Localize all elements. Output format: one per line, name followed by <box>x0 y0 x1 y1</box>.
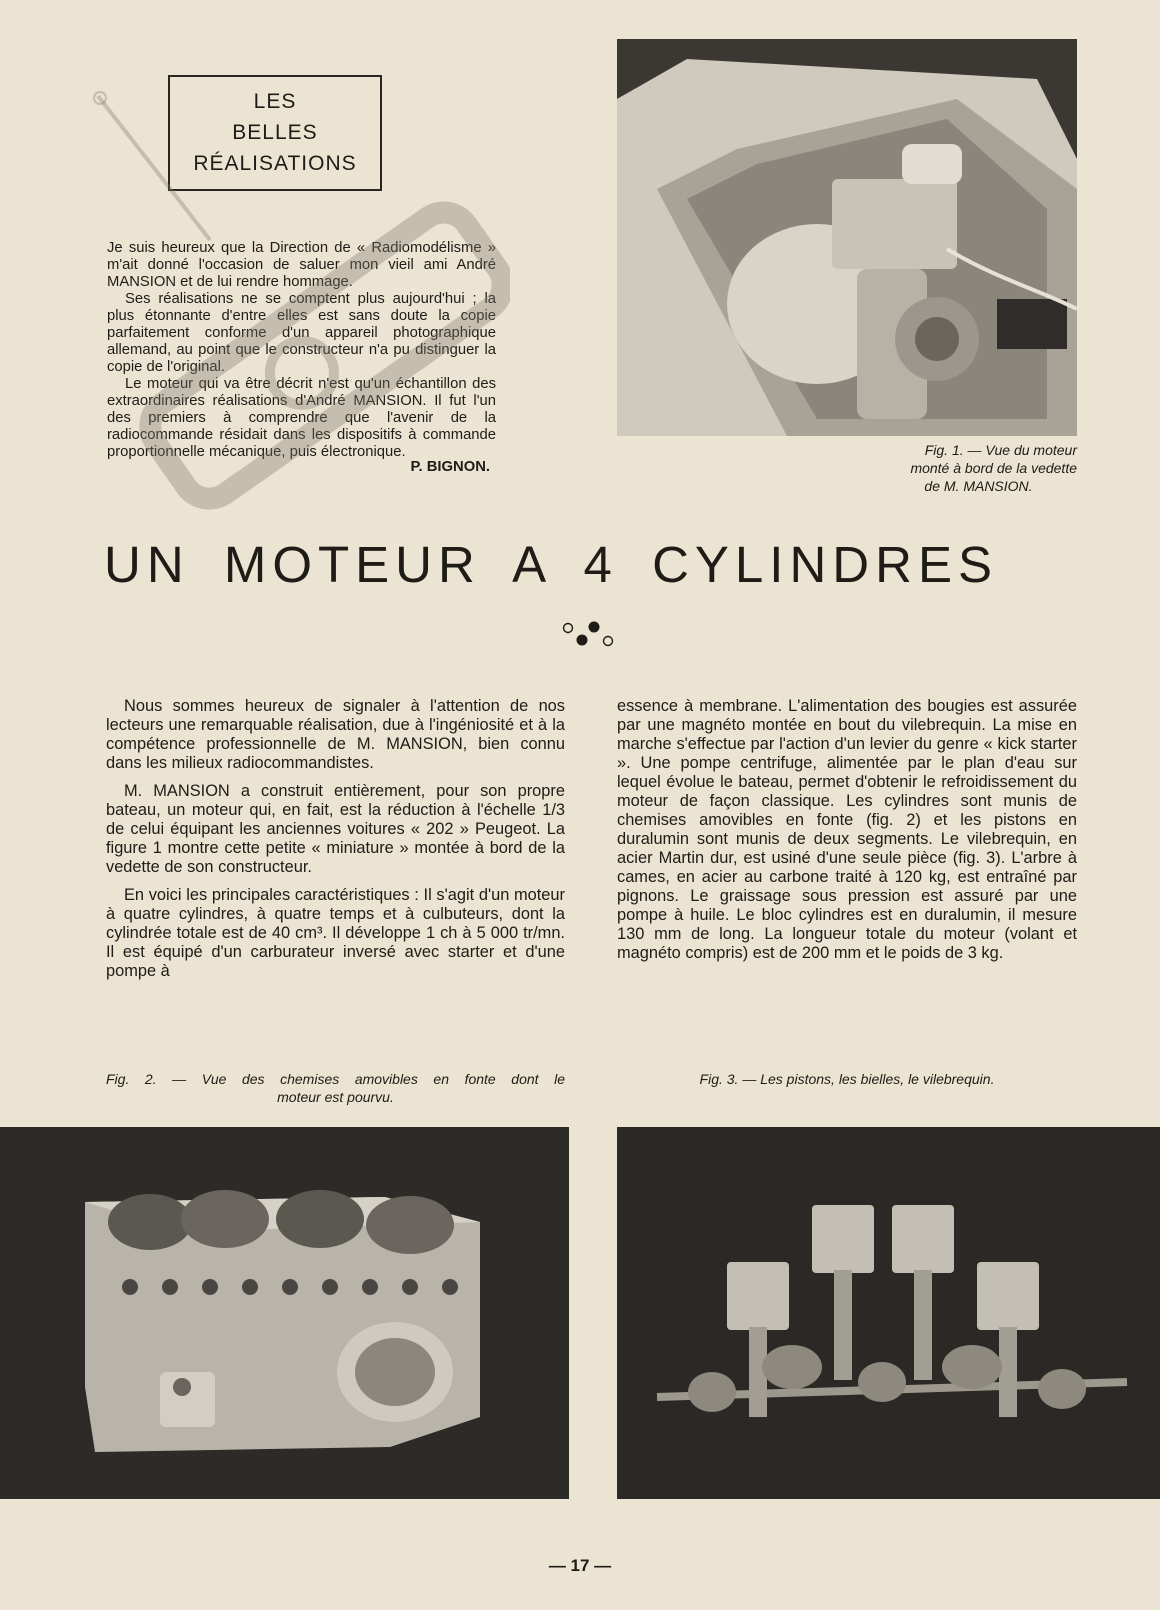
article-paragraph-4: essence à membrane. L'alimentation des bougies est assurée par une magnéto montée en bout du vilebrequin. La mise en marche s'effectue par l'action d'un levier du genre « kick starter ». Une pompe centrifuge, alimentée par le plan d'eau sur lequel évolue le bateau, permet d'obtenir le refroidissement du moteur de façon classique. Les cylindres sont munis de chemises amovibles en fonte (fig. 2) et les pistons en duralumin sont munis de deux segments. Le vilebrequin, en acier Martin dur, est usiné d'une seule pièce (fig. 3). L'arbre à cames, en acier au carbone traité à 120 kg, est entraîné par pignons. Le graissage sous pression est assuré par une pompe à huile. Le bloc cylindres est en duralumin, il mesure 130 mm de long. La longueur totale du moteur (volant et magnéto compris) est de 200 mm et le poids de 3 kg. <box>617 697 1077 962</box>
fig1-caption-line-1: Fig. 1. — Vue du moteur <box>924 442 1077 458</box>
header-line-1: LES <box>253 90 297 113</box>
header-line-3: RÉALISATIONS <box>193 152 357 175</box>
article-title: UN MOTEUR A 4 CYLINDRES <box>104 536 998 593</box>
fig3-caption: Fig. 3. — Les pistons, les bielles, le vilebrequin. <box>699 1071 995 1087</box>
section-header-box <box>168 75 382 191</box>
fig1-photo <box>617 39 1077 436</box>
intro-signature: P. BIGNON. <box>410 459 490 475</box>
article-paragraph-3: En voici les principales caractéristiques : Il s'agit d'un moteur à quatre cylindres, à quatre temps et à culbuteurs, dont la cylindrée totale est de 40 cm³. Il développe 1 ch à 5 000 tr/mn. Il est équipé d'un carburateur inversé avec starter et d'une pompe à <box>106 886 565 980</box>
fig1-caption <box>840 441 1077 495</box>
intro-paragraph-1: Je suis heureux que la Direction de « Radiomodélisme » m'ait donné l'occasion de saluer mon vieil ami André MANSION et de lui rendre hommage. <box>107 240 496 290</box>
article-paragraph-2: M. MANSION a construit entièrement, pour son propre bateau, un moteur qui, en fait, est la réduction à l'échelle 1/3 de celui équipant les anciennes voitures « 202 » Peugeot. La figure 1 montre cette petite « miniature » montée à bord de la vedette de son constructeur. <box>106 782 565 876</box>
ornament-dots <box>562 620 618 648</box>
intro-text <box>107 240 496 476</box>
fig2-caption-line-1: Fig. 2. — Vue des chemises amovibles en fonte dont le <box>106 1071 565 1087</box>
article-column-left <box>106 697 565 981</box>
fig2-photo <box>0 1127 569 1499</box>
fig2-caption <box>106 1070 565 1106</box>
page-number: — 17 — <box>548 1556 612 1575</box>
intro-paragraph-2: Ses réalisations ne se comptent plus aujourd'hui ; la plus étonnante d'entre elles est sans doute la copie parfaitement conforme d'un appareil photographique allemand, au point que le constructeur n'a pu distinguer la copie de l'original. <box>107 291 496 375</box>
fig2-caption-line-2: moteur est pourvu. <box>277 1089 394 1105</box>
fig3-photo <box>617 1127 1160 1499</box>
intro-paragraph-3: Le moteur qui va être décrit n'est qu'un échantillon des extraordinaires réalisations d'André MANSION. Il fut l'un des premiers à comprendre que l'avenir de la radiocommande résidait dans les dispositifs à commande proportionnelle mécanique, puis électronique. <box>107 376 496 460</box>
article-paragraph-1: Nous sommes heureux de signaler à l'attention de nos lecteurs une remarquable réalisation, due à l'ingéniosité et à la compétence professionnelle de M. MANSION, bien connu dans les milieux radiocommandistes. <box>106 697 565 772</box>
fig1-caption-line-2: monté à bord de la vedette <box>910 460 1077 476</box>
fig1-caption-line-3: de M. MANSION. <box>924 478 1033 494</box>
article-column-right <box>617 697 1077 963</box>
header-line-2: BELLES <box>232 121 318 144</box>
